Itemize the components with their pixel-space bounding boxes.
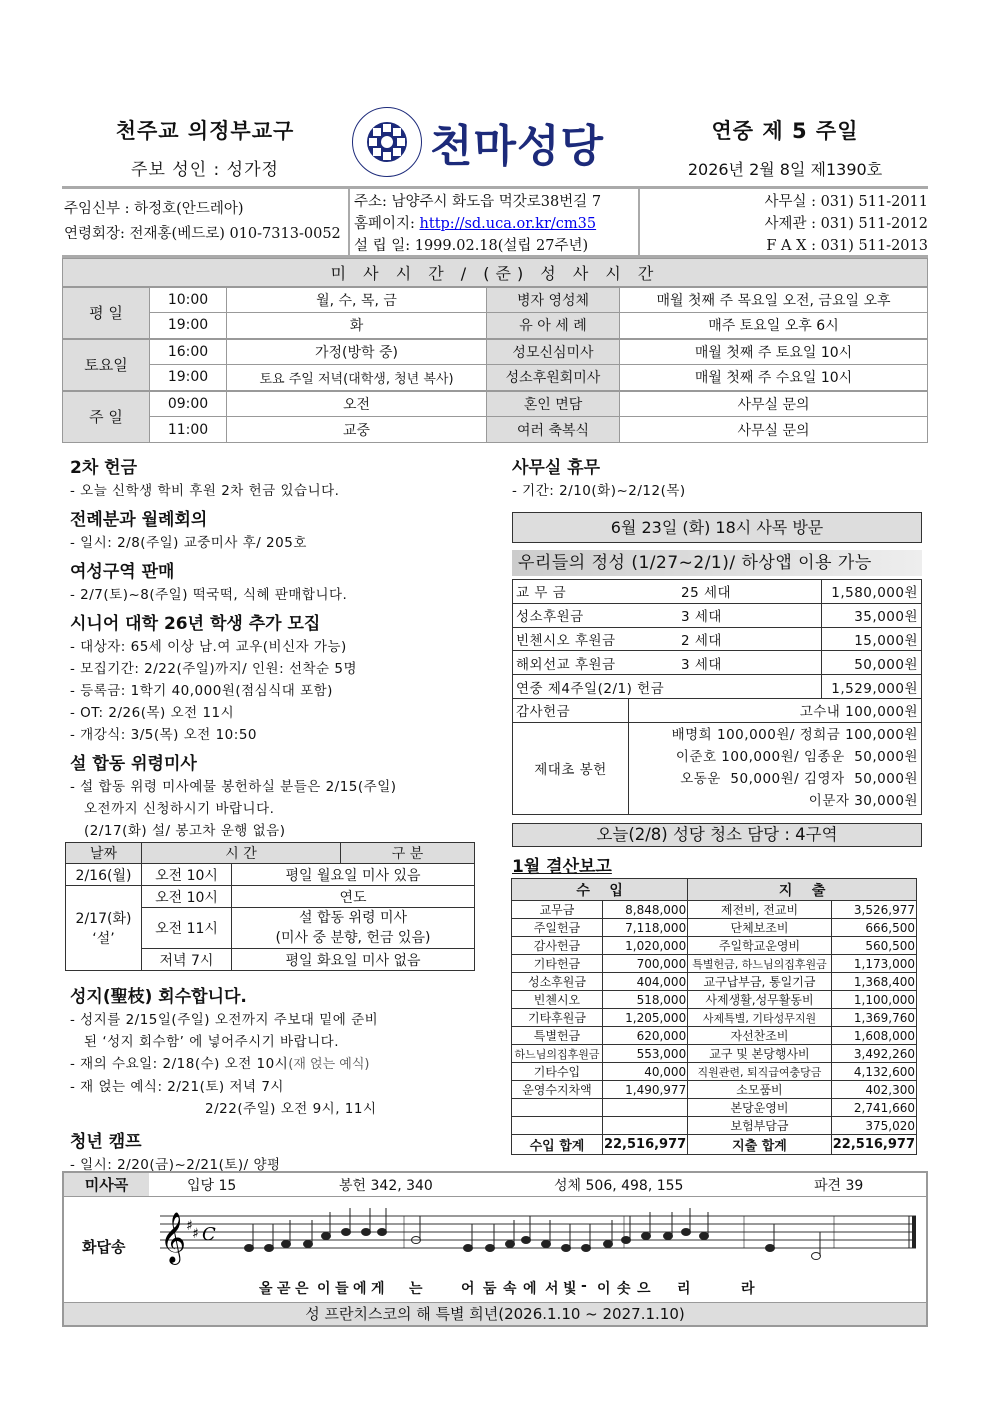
mass-time: 10:00 [150,287,227,313]
committee-chair: 연령회장: 전재홍(베드로) 010-7313-0052 [64,226,341,242]
time-cell: 오전 10시 [142,864,232,886]
office-phone: 사무실 : 031) 511-2011 [764,194,928,210]
finance-row [512,1045,917,1063]
music-note [506,1241,515,1248]
time-cell: 오전 10시 [142,886,232,908]
expense-amount: 1,368,400 [831,973,916,991]
expense-total: 22,516,977 [831,1135,916,1155]
finance-row [512,919,917,937]
income-item: 기타수입 [512,1063,603,1081]
income-amount: 1,020,000 [602,937,687,955]
expense-item: 특별헌금, 하느님의집후원금 [688,955,832,973]
income-amount: 7,118,000 [602,919,687,937]
music-note [664,1233,673,1240]
lyric-syllable: 으 [637,1281,651,1297]
diocese-seal-icon [352,107,422,177]
offering-name: 연중 제4주일(2/1) 헌금 [513,675,822,699]
music-note [642,1233,651,1240]
expense-item: 소모품비 [688,1081,832,1099]
notice-line: - 성지를 2/15일(주일) 오전까지 주보대 밑에 준비 [70,1012,379,1028]
music-note [265,1245,274,1252]
expense-item: 직원관련, 퇴직급여충당금 [688,1063,832,1081]
lyric-syllable: 에 [353,1281,367,1297]
candle-donors [629,722,922,814]
offering-banner: 우리들의 정성 (1/27~2/1)/ 하상앱 이용 가능 [512,550,922,576]
svg-text:♯: ♯ [186,1218,193,1234]
mass-desc: 토요 주일 저녁(대학생, 청년 복사) [227,365,487,391]
lyric-syllable: 이 [597,1281,611,1297]
expense-item: 본당운영비 [688,1099,832,1117]
offering-name: 성소후원금 [516,609,584,626]
issue-date: 2026년 2월 8일 제1390호 [687,160,883,179]
notice-line: - 일시: 2/20(금)~2/21(토)/ 양평 [70,1157,281,1173]
expense-item: 단체보조비 [688,919,832,937]
expense-amount: 560,500 [831,937,916,955]
income-item: 교무금 [512,901,603,919]
music-note [582,1245,591,1252]
church-name: 천마성당 [430,121,605,172]
expense-amount: 4,132,600 [831,1063,916,1081]
total-row [512,1135,917,1155]
finance-row [512,1009,917,1027]
income-item [512,1099,603,1117]
income-item: 하느님의집후원금 [512,1045,603,1063]
header-right [640,115,930,180]
lyric-syllable: 올 [259,1281,273,1297]
fax-number: F A X : 031) 511-2013 [766,238,928,254]
donor-line: 이문자 30,000원 [808,793,918,810]
notice-title: 전례분과 월례회의 [70,510,208,530]
notices-left [70,456,480,842]
report-title: 1월 결산보고 [512,857,612,877]
offering-table [512,579,922,815]
expense-item: 교구 및 본당행사비 [688,1045,832,1063]
notice-line: - 2/7(토)~8(주일) 떡국떡, 식혜 판매합니다. [70,587,348,603]
mass-desc: 교중 [227,417,487,443]
offering-count: 3 세대 [681,656,722,673]
expense-amount: 1,173,000 [831,955,916,973]
finance-row [512,991,917,1009]
expense-amount: 1,608,000 [831,1027,916,1045]
income-amount: 620,000 [602,1027,687,1045]
income-amount: 8,848,000 [602,901,687,919]
desc-cell [232,908,475,949]
income-amount: 700,000 [602,955,687,973]
mass-time: 19:00 [150,313,227,339]
income-item: 기타헌금 [512,955,603,973]
time-cell: 저녁 7시 [142,949,232,971]
offering-count: 3 세대 [681,609,722,626]
music-note [362,1229,371,1236]
offering-amount: 50,000원 [821,651,921,675]
notice-title: 시니어 대학 26년 학생 추가 모집 [70,614,321,634]
col-header: 구 분 [341,843,475,864]
finance-row [512,955,917,973]
diocese-name: 천주교 의정부교구 [115,119,295,143]
lyric-syllable: 리 [677,1281,691,1297]
offering-item [513,651,822,675]
expense-amount: 402,300 [831,1081,916,1099]
music-note [682,1229,691,1236]
mass-schedule-title: 미 사 시 간 / (준) 성 사 시 간 [63,259,928,287]
date-note: ‘설’ [92,931,115,947]
income-item: 운영수지차액 [512,1081,603,1099]
mass-desc: 가정(방학 중) [227,339,487,365]
psalm-lyrics [64,1278,926,1300]
notice-line: - 모집기간: 2/22(주일)까지/ 인원: 선착순 5명 [70,661,357,677]
expense-item: 주일학교운영비 [688,937,832,955]
offering-row [513,627,922,651]
lyric-syllable: 는 [409,1281,423,1297]
music-note [304,1241,313,1248]
header-left [60,115,350,180]
notice-line: 2/22(주일) 오전 9시, 11시 [205,1101,377,1117]
notice-line: 된 ‘성지 회수함’ 에 넣어주시기 바랍니다. [84,1034,339,1050]
notice-line [70,1053,490,1076]
music-note [542,1241,551,1248]
offering-row [513,722,922,814]
expense-item: 교구납부금, 통일기금 [688,973,832,991]
dismissal-hymn: 파견 39 [814,1177,864,1194]
lyric-syllable: - [581,1278,587,1294]
desc-line: (미사 중 분향, 헌금 있음) [275,930,431,946]
offering-name: 해외선교 후원금 [516,656,616,673]
finance-row [512,901,917,919]
lyric-syllable: 이 [317,1281,331,1297]
psalm-staff [64,1198,926,1304]
sacrament-time: 사무실 문의 [620,391,928,417]
notice-line: - 설 합동 위령 미사예물 봉헌하실 분들은 2/15(주일) [70,779,397,795]
notice-line: (2/17(화) 설/ 봉고차 운행 없음) [84,823,286,839]
music-note [282,1241,291,1248]
expense-amount: 666,500 [831,919,916,937]
offering-name: 감사헌금 [513,698,629,722]
expense-item: 사제생활,성무활동비 [688,991,832,1009]
sacrament-name: 여러 축복식 [487,417,620,443]
offering-item [513,627,822,651]
mass-time: 09:00 [150,391,227,417]
finance-row [512,937,917,955]
date-text: 2/17(화) [75,911,132,927]
music-note [245,1245,254,1252]
expense-amount: 3,492,260 [831,1045,916,1063]
music-note [766,1245,775,1252]
sacrament-name: 성소후원회미사 [487,365,620,391]
music-note [464,1245,473,1252]
expense-amount: 375,020 [831,1117,916,1135]
income-item: 빈첸시오 [512,991,603,1009]
offering-row [513,580,922,604]
hymn-row [64,1173,926,1197]
notice-text: - 재의 수요일: 2/18(수) 오전 10시 [70,1056,289,1072]
expense-amount: 2,741,660 [831,1099,916,1117]
notice-line: - 재 얹는 예식: 2/21(토) 저녁 7시 [70,1079,284,1095]
notice-line: - 기간: 2/10(화)~2/12(목) [512,483,686,499]
lyric-syllable: 들 [335,1281,349,1297]
donor-line: 오동운 50,000원/ 김영자 50,000원 [680,771,918,788]
notice-line: - 일시: 2/8(주일) 교중미사 후/ 205호 [70,535,307,551]
desc-cell: 연도 [232,886,475,908]
mass-music-box [62,1171,928,1327]
mass-time: 11:00 [150,417,227,443]
lyric-syllable: 솟 [617,1281,631,1297]
desc-cell: 평일 화요일 미사 없음 [232,949,475,971]
col-header: 시 간 [142,843,341,864]
offering-count: 25 세대 [681,585,732,602]
notice-title: 사무실 휴무 [512,458,601,478]
sacrament-time: 매주 토요일 오후 6시 [620,313,928,339]
patron-saint: 주보 성인 : 성가정 [131,160,279,180]
income-amount [602,1117,687,1135]
expense-item: 제전비, 전교비 [688,901,832,919]
date-cell: 2/16(월) [66,864,142,886]
music-note [378,1229,387,1236]
notice-note: (재 얹는 예식) [288,1057,370,1072]
income-total: 22,516,977 [602,1135,687,1155]
sacrament-name: 혼인 면담 [487,391,620,417]
income-item [512,1117,603,1135]
offering-name: 교 무 금 [516,585,567,602]
group-label: 토요일 [63,339,150,391]
time-cell: 오전 11시 [142,908,232,949]
sacrament-name: 성모신심미사 [487,339,620,365]
finance-row [512,1081,917,1099]
address: 주소: 남양주시 화도읍 먹갓로38번길 7 [354,194,602,210]
notice-line: - 오늘 신학생 학비 후원 2차 헌금 있습니다. [70,483,340,499]
psalm-label: 화답송 [82,1238,126,1256]
sacrament-time: 매월 첫째 주 수요일 10시 [620,365,928,391]
music-note [604,1241,613,1248]
sacrament-time: 매월 첫째 주 토요일 10시 [620,339,928,365]
music-note [342,1229,351,1236]
church-logo [352,102,622,182]
offering-name: 제대초 봉헌 [513,722,629,814]
income-amount: 40,000 [602,1063,687,1081]
treble-clef-icon: 𝄞 [160,1212,187,1263]
notice-title: 성지(聖枝) 회수합니다. [70,987,247,1007]
income-amount: 553,000 [602,1045,687,1063]
income-item: 성소후원금 [512,973,603,991]
mass-time: 16:00 [150,339,227,365]
notices-left-2 [70,985,490,1176]
lyric-syllable: 둠 [483,1281,497,1297]
expense-item: 보험부담금 [688,1117,832,1135]
music-note [700,1233,709,1240]
donor-line: 이준호 100,000원/ 임종운 50,000원 [675,749,918,766]
offering-row [513,675,922,699]
lyric-syllable: 게 [371,1281,385,1297]
offering-amount: 1,580,000원 [821,580,921,604]
finance-row [512,1117,917,1135]
notice-line: - 개강식: 3/5(목) 오전 10:50 [70,727,257,743]
offering-name: 빈첸시오 후원금 [516,632,616,649]
finance-row [512,1099,917,1117]
jubilee-footer: 성 프란치스코의 해 특별 희년(2026.1.10 ~ 2027.1.10) [64,1302,926,1325]
lyric-syllable: 빛 [563,1281,577,1297]
lyric-syllable: 라 [741,1281,755,1297]
donor-line: 배명희 100,000원/ 정희금 100,000원 [671,727,918,744]
founded-date: 설 립 일: 1999.02.18(설립 27주년) [354,238,589,254]
homepage-link[interactable]: http://sd.uca.or.kr/cm35 [419,216,597,232]
liturgical-week: 연중 제 5 주일 [711,119,859,143]
hymn-label: 미사곡 [64,1173,149,1196]
music-note [322,1233,331,1240]
offering-amount: 1,529,000원 [821,675,921,699]
income-item: 기타후원금 [512,1009,603,1027]
music-note [522,1237,531,1244]
sacrament-time: 사무실 문의 [620,417,928,443]
expense-header: 지 출 [688,879,917,901]
offering-row [513,698,922,722]
entrance-hymn: 입당 15 [187,1177,237,1194]
income-amount: 1,205,000 [602,1009,687,1027]
offering-item [513,603,822,627]
income-amount: 518,000 [602,991,687,1009]
rectory-phone: 사제관 : 031) 511-2012 [764,216,928,232]
income-header: 수 입 [512,879,688,901]
notice-line: - 대상자: 65세 이상 남.여 교우(비신자 가능) [70,639,347,655]
lyric-syllable: 서 [545,1281,559,1297]
group-label: 주 일 [63,391,150,443]
notice-line: - OT: 2/26(목) 오전 11시 [70,705,235,721]
income-item: 특별헌금 [512,1027,603,1045]
music-note [622,1237,631,1244]
notice-title: 청년 캠프 [70,1132,142,1152]
sacrament-name: 유 아 세 례 [487,313,620,339]
mass-schedule-table [62,258,928,443]
income-amount: 1,490,977 [602,1081,687,1099]
homepage [354,213,634,235]
offering-row [513,603,922,627]
notice-title: 설 합동 위령미사 [70,754,197,774]
finance-row [512,973,917,991]
notice-title: 여성구역 판매 [70,562,175,582]
pastor: 주임신부 : 하정호(안드레아) [64,201,244,217]
sacrament-time: 매월 첫째 주 목요일 오전, 금요일 오후 [620,287,928,313]
lyric-syllable: 곧 [277,1281,291,1297]
offering-count: 2 세대 [681,632,722,649]
finance-row [512,1027,917,1045]
lyric-syllable: 은 [295,1281,309,1297]
expense-amount: 1,100,000 [831,991,916,1009]
music-note [812,1253,821,1260]
cleaning-banner: 오늘(2/8) 성당 청소 담당 : 4구역 [512,823,922,847]
visit-banner: 6월 23일 (화) 18시 사목 방문 [512,512,922,543]
svg-text:C: C [202,1224,216,1245]
lyric-syllable: 에 [523,1281,537,1297]
homepage-label: 홈페이지: [354,216,420,232]
desc-line: 설 합동 위령 미사 [298,910,408,926]
communion-hymn: 성체 506, 498, 155 [554,1177,684,1194]
income-total-label: 수입 합계 [512,1135,603,1155]
music-note [562,1245,571,1252]
mass-desc: 오전 [227,391,487,417]
mass-desc: 화 [227,313,487,339]
desc-cell: 평일 월요일 미사 있음 [232,864,475,886]
income-item: 감사헌금 [512,937,603,955]
expense-item: 사제특별, 기타성무지원 [688,1009,832,1027]
offering-amount: 고수내 100,000원 [629,698,922,722]
notices-right [512,456,924,502]
income-amount: 404,000 [602,973,687,991]
offering-amount: 15,000원 [821,627,921,651]
notice-title: 2차 헌금 [70,458,138,478]
offering-row [513,651,922,675]
notice-line: 오전까지 신청하시기 바랍니다. [84,801,275,817]
finance-row [512,1063,917,1081]
mass-desc: 월, 수, 목, 금 [227,287,487,313]
mass-time: 19:00 [150,365,227,391]
income-amount [602,1099,687,1117]
seol-mass-table [65,842,475,971]
notice-line: - 등록금: 1학기 40,000원(점심식대 포함) [70,683,333,699]
svg-text:♯: ♯ [192,1226,199,1242]
col-header: 날짜 [66,843,142,864]
expense-item: 자선찬조비 [688,1027,832,1045]
expense-total-label: 지출 합계 [688,1135,832,1155]
sacrament-name: 병자 영성체 [487,287,620,313]
offering-item [513,580,822,604]
offering-amount: 35,000원 [821,603,921,627]
lyric-syllable: 어 [461,1281,475,1297]
income-item: 주일헌금 [512,919,603,937]
expense-amount: 3,526,977 [831,901,916,919]
date-cell [66,886,142,971]
expense-amount: 1,369,760 [831,1009,916,1027]
group-label: 평 일 [63,287,150,339]
lyric-syllable: 속 [503,1281,517,1297]
contact-info [62,186,928,258]
offertory-hymn: 봉헌 342, 340 [339,1177,433,1194]
finance-report-table [511,878,917,1155]
music-note [486,1245,495,1252]
